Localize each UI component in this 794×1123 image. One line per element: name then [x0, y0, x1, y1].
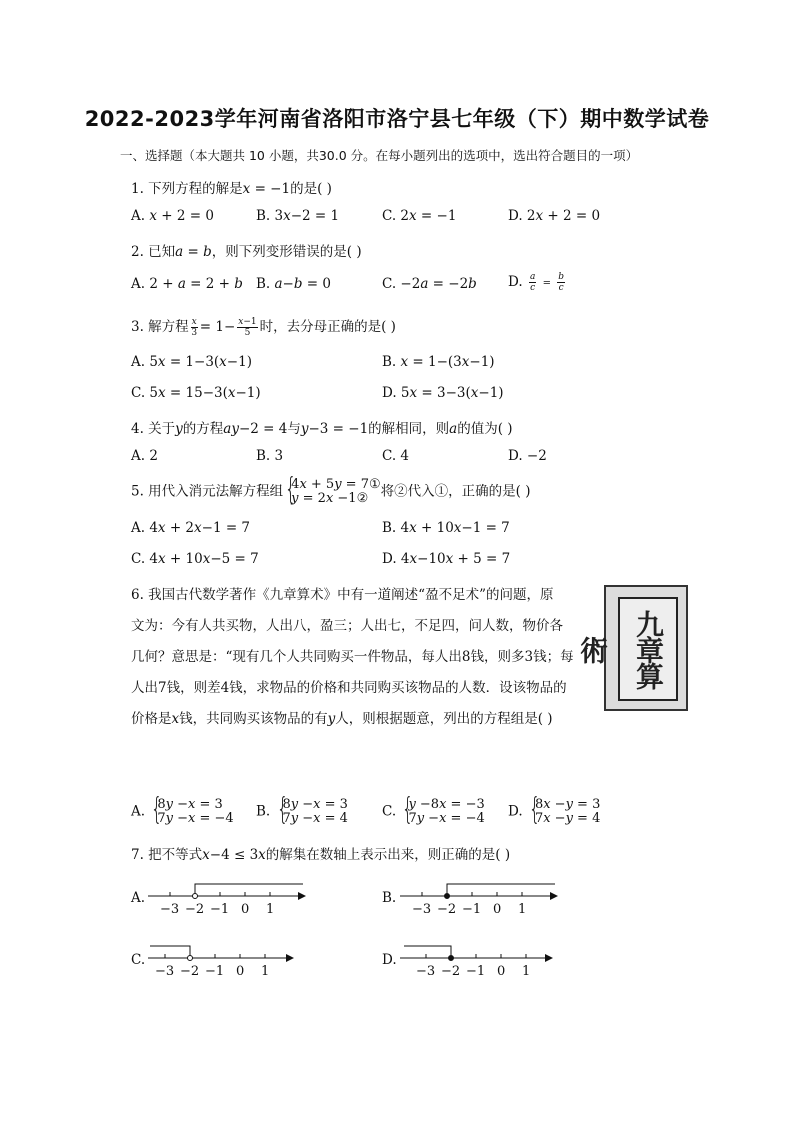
closed-endpoint [445, 894, 450, 899]
question-5-stem: 5. 用代入消元法解方程组 { 4𝑥 + 5𝑦 = 7① 𝑦 = 2𝑥 −1② 将②代入①，正确的是( ) [131, 478, 530, 506]
tick-label: −1 [210, 902, 230, 917]
tick-label: 1 [522, 964, 531, 979]
tick-label: −2 [441, 964, 461, 979]
tick-marks [426, 954, 526, 958]
equals-sign: = [542, 278, 551, 289]
q6-c-system: { 𝑦 −8𝑥 = −3 7𝑦 −𝑥 = −4 [400, 798, 484, 826]
tick-marks [422, 892, 522, 896]
q1-option-d[interactable]: D. 2𝑥 + 2 = 0 [508, 208, 601, 224]
tick-label: 0 [497, 964, 506, 979]
question-4-stem: 4. 关于𝑦的方程𝑎𝑦−2 = 4与𝑦−3 = −1的解相同，则𝑎的值为( ) [131, 421, 513, 437]
tick-label: 0 [241, 902, 250, 917]
q6-a-system: { 8𝑦 −𝑥 = 3 7𝑦 −𝑥 = −4 [149, 798, 233, 826]
tick-label: −2 [437, 902, 457, 917]
q7-option-d-number-line[interactable] [400, 942, 560, 982]
solution-ray [447, 884, 555, 896]
q7-option-a-label[interactable]: A. [131, 890, 146, 906]
q7-option-b-number-line[interactable] [400, 880, 560, 920]
q2-option-c[interactable]: C. −2𝑎 = −2𝑏 [382, 276, 477, 292]
q1-option-c[interactable]: C. 2𝑥 = −1 [382, 208, 457, 224]
q6-option-c[interactable]: C. { 𝑦 −8𝑥 = −3 7𝑦 −𝑥 = −4 [382, 798, 485, 826]
q5-option-c[interactable]: C. 4𝑥 + 10𝑥−5 = 7 [131, 551, 259, 567]
solution-ray [404, 946, 451, 958]
section-heading: 一、选择题（本大题共 10 小题，共30.0 分。在每小题列出的选项中，选出符合题目的一项） [120, 148, 639, 163]
q2-option-d-label: D. [508, 274, 523, 290]
question-3-stem: 3. 解方程 $\frac{\text{𝑥}}{3}$ = 1− $\frac{\text{𝑥−1}}{5}$ 时，去分母正确的是( ) [131, 317, 396, 338]
question-7-stem: 7. 把不等式𝑥−4 ≤ 3𝑥的解集在数轴上表示出来，则正确的是( ) [131, 847, 511, 863]
q6-b-system: { 8𝑦 −𝑥 = 3 7𝑦 −𝑥 = 4 [275, 798, 348, 826]
q1-option-b[interactable]: B. 3𝑥−2 = 1 [256, 208, 340, 224]
q3-option-a[interactable]: A. 5𝑥 = 1−3(𝑥−1) [131, 354, 252, 370]
question-2-stem: 2. 已知𝑎 = 𝑏，则下列变形错误的是( ) [131, 244, 362, 260]
tick-label: −1 [466, 964, 486, 979]
q3-option-c[interactable]: C. 5𝑥 = 15−3(𝑥−1) [131, 385, 261, 401]
tick-label: −3 [416, 964, 436, 979]
q5-option-a[interactable]: A. 4𝑥 + 2𝑥−1 = 7 [131, 520, 251, 536]
q6-option-a[interactable]: A. { 8𝑦 −𝑥 = 3 7𝑦 −𝑥 = −4 [131, 798, 234, 826]
tick-label: 0 [493, 902, 502, 917]
q5-option-d[interactable]: D. 4𝑥−10𝑥 + 5 = 7 [382, 551, 511, 567]
q6-option-d[interactable]: D. { 8𝑥 −𝑦 = 3 7𝑥 −𝑦 = 4 [508, 798, 600, 826]
q5-option-b[interactable]: B. 4𝑥 + 10𝑥−1 = 7 [382, 520, 510, 536]
tick-marks [170, 892, 270, 896]
question-6-line-2: 文为：今有人共买物，人出八，盈三；人出七，不足四，问人数，物价各 [131, 618, 563, 634]
question-6-line-3: 几何？意思是：“现有几个人共同购买一件物品，每人出8钱，则多3钱；每 [131, 649, 574, 665]
tick-label: −2 [185, 902, 205, 917]
q4-option-b[interactable]: B. 3 [256, 448, 284, 464]
question-6-line-4: 人出7钱，则差4钱，求物品的价格和共同购买该物品的人数．设该物品的 [131, 680, 567, 696]
tick-label: −3 [155, 964, 175, 979]
q6-d-system: { 8𝑥 −𝑦 = 3 7𝑥 −𝑦 = 4 [527, 798, 600, 826]
question-6-line-1: 6. 我国古代数学著作《九章算术》中有一道阐述“盈不足术”的问题，原 [131, 587, 554, 603]
q6-option-b[interactable]: B. { 8𝑦 −𝑥 = 3 7𝑦 −𝑥 = 4 [256, 798, 348, 826]
q7-option-d-label[interactable]: D. [382, 952, 397, 968]
q7-option-c-label[interactable]: C. [131, 952, 146, 968]
q7-option-b-label[interactable]: B. [382, 890, 397, 906]
q2-option-d[interactable] [508, 272, 567, 293]
tick-label: −3 [160, 902, 180, 917]
open-endpoint [188, 956, 193, 961]
tick-label: 1 [266, 902, 275, 917]
q2-option-b[interactable]: B. 𝑎−𝑏 = 0 [256, 276, 331, 292]
q2-option-a[interactable]: A. 2 + 𝑎 = 2 + 𝑏 [131, 276, 243, 292]
q4-option-d[interactable]: D. −2 [508, 448, 547, 464]
q3-option-d[interactable]: D. 5𝑥 = 3−3(𝑥−1) [382, 385, 504, 401]
open-endpoint [193, 894, 198, 899]
solution-ray [150, 946, 190, 958]
q3-option-b[interactable]: B. 𝑥 = 1−(3𝑥−1) [382, 354, 495, 370]
tick-label: −2 [180, 964, 200, 979]
tick-label: 0 [236, 964, 245, 979]
tick-marks [165, 954, 265, 958]
closed-endpoint [449, 956, 454, 961]
q1-option-a[interactable]: A. 𝑥 + 2 = 0 [131, 208, 214, 224]
book-title-image: 九章算術 [618, 597, 678, 701]
fraction-x-over-3: $\frac{\text{𝑥}}{3}$ [191, 317, 198, 338]
tick-label: 1 [518, 902, 527, 917]
question-1-stem: 1. 下列方程的解是𝑥 = −1的是( ) [131, 181, 332, 197]
tick-label: −1 [205, 964, 225, 979]
solution-ray [195, 884, 303, 896]
q7-option-a-number-line[interactable] [148, 880, 308, 920]
tick-label: 1 [261, 964, 270, 979]
fraction-a-over-c: $\frac{\text{𝑎}}{\text{𝑐}}$ [529, 272, 536, 293]
fraction-b-over-c: $\frac{\text{𝑏}}{\text{𝑐}}$ [558, 272, 565, 293]
jiuzhang-suanshu-book-image [576, 585, 688, 711]
q4-option-a[interactable]: A. 2 [131, 448, 158, 464]
q4-option-c[interactable]: C. 4 [382, 448, 410, 464]
fraction-x-minus-1-over-5: $\frac{\text{𝑥−1}}{5}$ [238, 317, 257, 338]
tick-label: −1 [462, 902, 482, 917]
q7-option-c-number-line[interactable] [148, 942, 308, 982]
question-6-line-5: 价格是𝑥钱，共同购买该物品的有𝑦人，则根据题意，列出的方程组是( ) [131, 711, 553, 727]
equation-system: { 4𝑥 + 5𝑦 = 7① 𝑦 = 2𝑥 −1② [283, 478, 380, 506]
exam-title: 2022-2023学年河南省洛阳市洛宁县七年级（下）期中数学试卷 [84, 107, 710, 131]
tick-label: −3 [412, 902, 432, 917]
